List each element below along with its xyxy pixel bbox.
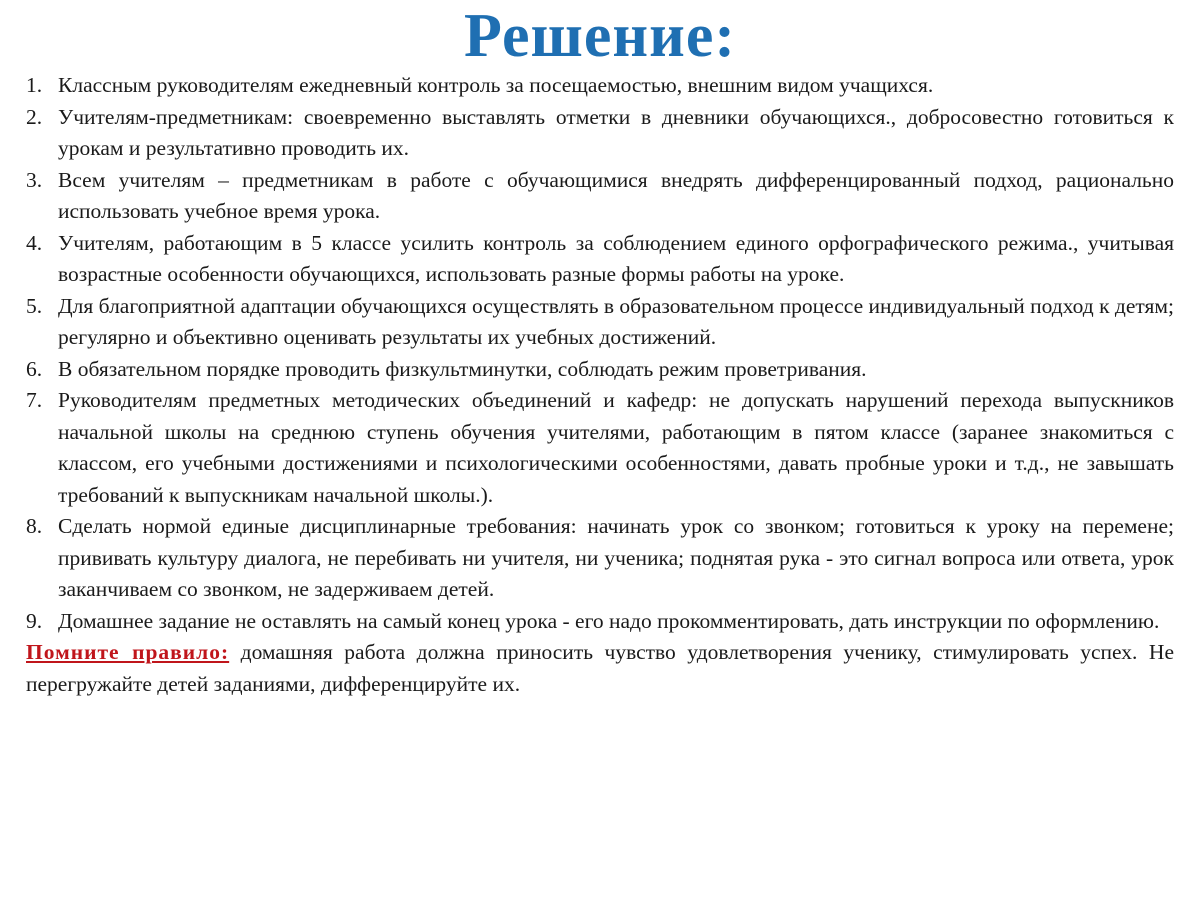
list-item <box>26 228 1174 291</box>
item-number: 5. <box>26 293 43 318</box>
list-item <box>26 511 1174 606</box>
item-text: Домашнее задание не оставлять на самый конец урока - его надо прокомментировать, дать инструкции по оформлению. <box>58 608 1160 633</box>
rule-label: Помните правило: <box>26 640 230 664</box>
item-text: Учителям, работающим в 5 классе усилить контроль за соблюдением единого орфографического режима., учитывая возрастные особенности обучающихся, использовать разные формы работы на уроке. <box>58 230 1174 286</box>
item-text: Классным руководителям ежедневный контроль за посещаемостью, внешним видом учащихся. <box>58 73 934 97</box>
item-text: Учителям-предметникам: своевременно выставлять отметки в дневники обучающихся., добросовестно готовиться к урокам и результативно проводить их. <box>58 104 1174 160</box>
list-item <box>26 291 1174 354</box>
list-item <box>26 385 1174 511</box>
rule-paragraph <box>26 637 1174 700</box>
item-number: 4. <box>26 230 43 255</box>
item-number: 6. <box>26 356 43 381</box>
item-text: Руководителям предметных методических объединений и кафедр: не допускать нарушений перехода выпускников начальной школы на среднюю ступень обучения учителями, работающим в пятом классе (заранее знакомиться с классом, его учебными достижениями и психологическими особенностями, давать пробные уроки и т.д., не завышать требований к выпускникам начальной школы.). <box>58 388 1174 507</box>
decision-list <box>26 70 1174 637</box>
list-item <box>26 165 1174 228</box>
item-number: 3. <box>26 167 43 192</box>
item-text: Всем учителям – предметникам в работе с обучающимися внедрять дифференцированный подход, рационально использовать учебное время урока. <box>58 167 1174 223</box>
item-number: 9. <box>26 608 43 633</box>
list-item <box>26 70 1174 102</box>
item-number: 1. <box>26 73 43 97</box>
list-item <box>26 354 1174 386</box>
item-text: В обязательном порядке проводить физкультминутки, соблюдать режим проветривания. <box>58 356 867 381</box>
rule-text: домашняя работа должна приносить чувство удовлетворения ученику, стимулировать успех. Не перегружайте детей заданиями, дифференцируйте их. <box>26 640 1174 696</box>
slide <box>0 4 1200 900</box>
item-number: 2. <box>26 104 43 129</box>
list-item <box>26 606 1174 638</box>
item-number: 7. <box>26 388 43 412</box>
item-text: Для благоприятной адаптации обучающихся осуществлять в образовательном процессе индивидуальный подход к детям; регулярно и объективно оценивать результаты их учебных достижений. <box>58 293 1174 349</box>
item-number: 8. <box>26 514 43 538</box>
item-text: Сделать нормой единые дисциплинарные требования: начинать урок со звонком; готовиться к уроку на перемене; прививать культуру диалога, не перебивать ни учителя, ни ученика; поднятая рука - это сигнал вопроса или ответа, урок заканчиваем со звонком, не задерживаем детей. <box>58 514 1174 601</box>
list-item <box>26 102 1174 165</box>
page-title: Решение: <box>463 2 737 70</box>
